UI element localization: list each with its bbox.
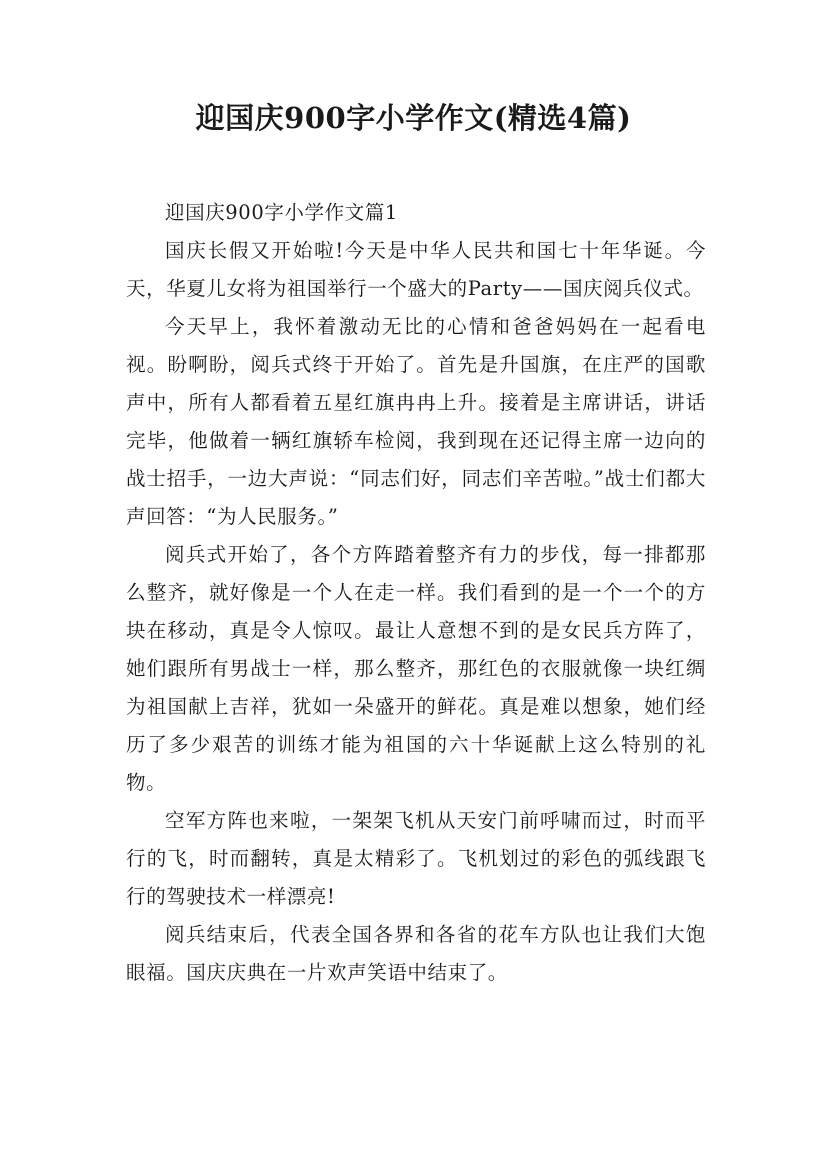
document-title: 迎国庆900字小学作文(精选4篇) <box>195 101 632 135</box>
paragraph-5: 阅兵结束后，代表全国各界和各省的花车方队也让我们大饱眼福。国庆庆典在一片欢声笑语中结束了。 <box>126 923 706 984</box>
paragraph-3: 阅兵式开始了，各个方阵踏着整齐有力的步伐，每一排都那么整齐，就好像是一个人在走一样。我们看到的是一个一个的方块在移动，真是令人惊叹。最让人意想不到的是女民兵方阵了，她们跟所有男战士一样，那么整齐，那红色的衣服就像一块红绸为祖国献上吉祥，犹如一朵盛开的鲜花。真是难以想象，她们经历了多少艰苦的训练才能为祖国的六十华诞献上这么特别的礼物。 <box>126 543 706 794</box>
paragraph-4: 空军方阵也来啦，一架架飞机从天安门前呼啸而过，时而平行的飞，时而翻转，真是太精彩了。飞机划过的彩色的弧线跟飞行的驾驶技术一样漂亮! <box>126 809 706 908</box>
section-heading: 迎国庆900字小学作文篇1 <box>165 201 398 224</box>
paragraph-2: 今天早上，我怀着激动无比的心情和爸爸妈妈在一起看电视。盼啊盼，阅兵式终于开始了。首先是升国旗，在庄严的国歌声中，所有人都看着五星红旗冉冉上升。接着是主席讲话，讲话完毕，他做着一辆红旗轿车检阅，我到现在还记得主席一边向的战士招手，一边大声说：“同志们好，同志们辛苦啦。”战士们都大声回答：“为人民服务。” <box>126 315 706 528</box>
document-body <box>126 194 706 992</box>
paragraph-1: 国庆长假又开始啦!今天是中华人民共和国七十年华诞。今天，华夏儿女将为祖国举行一个盛大的Party——国庆阅兵仪式。 <box>126 239 706 300</box>
